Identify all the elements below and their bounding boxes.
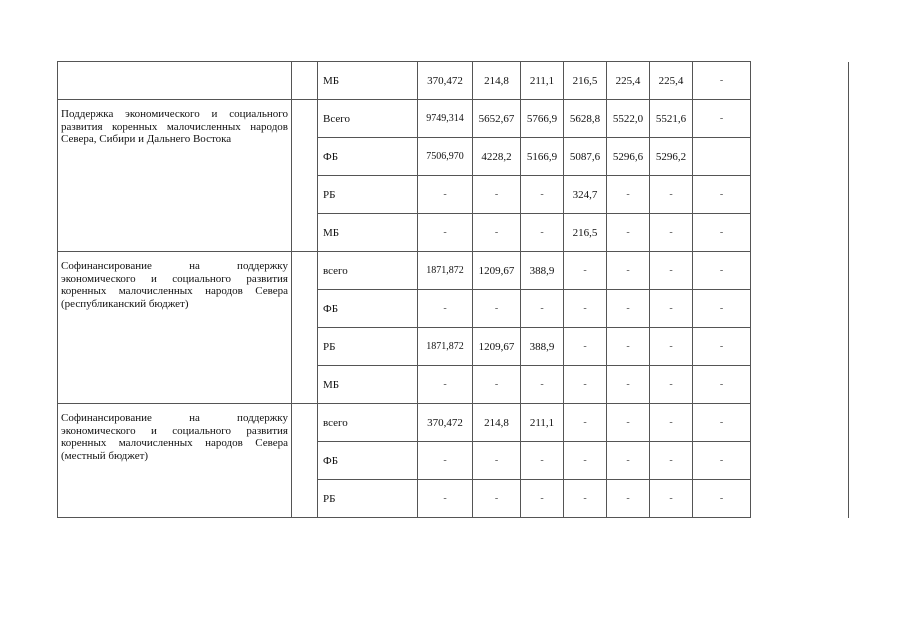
value-cell: - [607,176,650,214]
empty-cell [292,100,318,252]
table-row [58,100,849,138]
value-cell [693,138,751,176]
value-cell: - [473,176,521,214]
value-cell: - [564,290,607,328]
value-cell: - [418,442,473,480]
value-cell: - [418,176,473,214]
value-cell: 1209,67 [473,252,521,290]
value-cell: 225,4 [650,62,693,100]
value-cell: - [693,442,751,480]
funding-source: РБ [318,176,418,214]
value-cell: 5296,2 [650,138,693,176]
value-cell: 211,1 [521,404,564,442]
program-name-cell [58,62,292,100]
table-row [58,404,849,442]
value-cell: 5628,8 [564,100,607,138]
value-cell: 5166,9 [521,138,564,176]
funding-source: всего [318,404,418,442]
value-cell: - [607,328,650,366]
value-cell: 211,1 [521,62,564,100]
value-cell: 5296,6 [607,138,650,176]
value-cell: 1871,872 [418,252,473,290]
value-cell: - [650,290,693,328]
value-cell: - [564,480,607,518]
value-cell: - [693,290,751,328]
value-cell: - [564,442,607,480]
value-cell: - [607,404,650,442]
value-cell: - [521,176,564,214]
funding-source: МБ [318,62,418,100]
budget-table [57,61,849,518]
funding-source: Всего [318,100,418,138]
funding-source: МБ [318,366,418,404]
value-cell: - [418,480,473,518]
value-cell: - [650,366,693,404]
value-cell: 225,4 [607,62,650,100]
value-cell: - [693,404,751,442]
value-cell: - [521,442,564,480]
value-cell: - [607,366,650,404]
value-cell: 7506,970 [418,138,473,176]
funding-source: МБ [318,214,418,252]
value-cell: - [693,366,751,404]
value-cell: - [607,214,650,252]
value-cell: - [521,480,564,518]
funding-source: РБ [318,328,418,366]
value-cell: - [650,252,693,290]
value-cell: 324,7 [564,176,607,214]
value-cell: - [607,442,650,480]
value-cell: - [418,290,473,328]
value-cell: - [650,176,693,214]
value-cell: - [650,404,693,442]
value-cell: - [650,442,693,480]
funding-source: ФБ [318,290,418,328]
program-name-cell: Софинансирование на поддержку экономического и социального развития коренных малочисленных народов Севера (местный бюджет) [58,404,292,518]
value-cell: - [473,214,521,252]
value-cell: - [418,366,473,404]
value-cell: 370,472 [418,62,473,100]
value-cell: - [521,366,564,404]
value-cell: 9749,314 [418,100,473,138]
empty-cell [292,404,318,518]
program-name-cell: Софинансирование на поддержку экономического и социального развития коренных малочисленных народов Севера (республиканский бюджет) [58,252,292,404]
value-cell: - [473,442,521,480]
empty-cell [292,62,318,100]
empty-cell [292,252,318,404]
empty-cell [751,62,849,518]
value-cell: - [607,290,650,328]
value-cell: - [521,290,564,328]
value-cell: - [418,214,473,252]
value-cell: - [473,366,521,404]
funding-source: ФБ [318,442,418,480]
value-cell: 216,5 [564,214,607,252]
value-cell: - [607,252,650,290]
value-cell: 370,472 [418,404,473,442]
value-cell: - [564,404,607,442]
value-cell: - [693,100,751,138]
value-cell: 5087,6 [564,138,607,176]
value-cell: 5522,0 [607,100,650,138]
table-row [58,62,849,100]
value-cell: - [693,176,751,214]
funding-source: всего [318,252,418,290]
program-name-cell: Поддержка экономического и социального развития коренных малочисленных народов Севера, Сибири и Дальнего Востока [58,100,292,252]
value-cell: - [693,62,751,100]
value-cell: - [521,214,564,252]
table-row [58,252,849,290]
value-cell: 5766,9 [521,100,564,138]
funding-source: ФБ [318,138,418,176]
value-cell: - [607,480,650,518]
value-cell: - [693,214,751,252]
value-cell: - [564,328,607,366]
value-cell: 214,8 [473,404,521,442]
value-cell: 5652,67 [473,100,521,138]
value-cell: - [473,480,521,518]
value-cell: 388,9 [521,252,564,290]
value-cell: 1871,872 [418,328,473,366]
value-cell: 5521,6 [650,100,693,138]
funding-source: РБ [318,480,418,518]
value-cell: 1209,67 [473,328,521,366]
value-cell: 4228,2 [473,138,521,176]
value-cell: - [650,214,693,252]
value-cell: - [693,480,751,518]
value-cell: 216,5 [564,62,607,100]
value-cell: - [564,366,607,404]
value-cell: - [693,252,751,290]
value-cell: - [693,328,751,366]
value-cell: 388,9 [521,328,564,366]
value-cell: - [473,290,521,328]
value-cell: - [564,252,607,290]
value-cell: - [650,480,693,518]
value-cell: - [650,328,693,366]
value-cell: 214,8 [473,62,521,100]
